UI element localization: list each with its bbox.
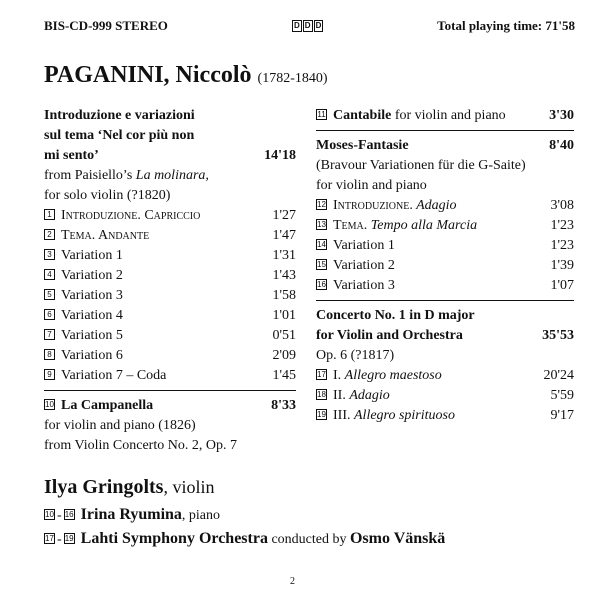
track-duration: 1'23	[550, 218, 574, 233]
right-column	[316, 106, 574, 426]
violinist-name: Ilya Gringolts	[44, 476, 164, 498]
track-number: 10	[45, 510, 54, 520]
track-label: Variation 2	[333, 258, 395, 273]
track-number: 5	[44, 289, 55, 300]
track-duration: 1'47	[272, 228, 296, 243]
track-tempo: Allegro spirituoso	[354, 408, 455, 423]
ddd-letter: D	[304, 21, 311, 30]
work-opus: Op. 6 (?1817)	[316, 348, 395, 363]
track-row	[316, 196, 574, 216]
track-label: Variation 5	[61, 328, 123, 343]
track-number: 18	[317, 390, 326, 400]
track-number: 15	[317, 260, 326, 270]
track-number: 17	[45, 534, 54, 544]
work-source-opera: La molinara,	[135, 168, 209, 183]
track-label: Tema.	[333, 218, 368, 233]
track-row	[44, 246, 296, 266]
work-source-text: from Paisiello’s	[44, 168, 136, 183]
track-number: 19	[64, 534, 74, 544]
track-label: Tema. Andante	[61, 228, 150, 243]
work-subtitle: (Bravour Variationen für die G-Saite)	[316, 158, 526, 173]
orchestra-name: Lahti Symphony Orchestra	[80, 530, 268, 547]
track-label: Variation 3	[61, 288, 123, 303]
track-number: 14	[317, 240, 326, 250]
track-number: 17	[317, 370, 326, 380]
work-title-line: Introduzione e variazioni	[44, 108, 195, 123]
track-row	[316, 216, 574, 236]
track-number: 16	[317, 280, 326, 290]
orchestra-credit: 17 - 19 Lahti Symphony Orchestra conducted by Osmo Vänskä	[45, 530, 446, 547]
track-label: Variation 2	[61, 268, 123, 283]
divider	[44, 390, 296, 391]
work-title-line	[316, 326, 574, 346]
track-number: 10	[45, 400, 54, 410]
track-duration: 1'43	[272, 268, 296, 283]
track-row	[44, 266, 296, 286]
movement-number: II.	[333, 388, 350, 403]
movement-number: I.	[333, 368, 345, 383]
work-source	[44, 166, 296, 186]
track-label: Variation 4	[61, 308, 123, 323]
page-number: 2	[290, 576, 295, 587]
work-scoring: for violin and piano	[316, 178, 427, 193]
track-label: Variation 6	[61, 348, 123, 363]
track-row	[44, 206, 296, 226]
track-label: Introduzione.	[333, 198, 413, 213]
pianist-credit: 10 - 16 Irina Ryumina, piano	[45, 506, 221, 523]
track-label: Variation 7 – Coda	[61, 368, 167, 383]
track-duration: 1'27	[272, 208, 296, 223]
ddd-letter: D	[315, 21, 322, 30]
track-duration: 0'51	[272, 328, 296, 343]
work-scoring: for violin and piano	[391, 108, 506, 123]
track-row	[316, 256, 574, 276]
work-title-line	[316, 106, 574, 126]
conducted-by: conducted by	[267, 532, 350, 547]
track-row	[44, 366, 296, 386]
track-number: 12	[317, 200, 326, 210]
track-number: 8	[44, 349, 55, 360]
track-label: Introduzione. Capriccio	[61, 208, 201, 223]
work-duration: 8'40	[549, 138, 574, 153]
track-row	[316, 276, 574, 296]
work-title-line: Concerto No. 1 in D major	[316, 308, 475, 323]
track-tempo: Allegro maestoso	[344, 368, 442, 383]
movement-number: III.	[333, 408, 354, 423]
work-duration: 14'18	[264, 148, 296, 163]
track-tempo: Tempo alla Marcia	[367, 218, 478, 233]
work-source: from Violin Concerto No. 2, Op. 7	[44, 438, 237, 453]
track-duration: 1'07	[550, 278, 574, 293]
violinist-credit	[44, 476, 214, 499]
track-label: Variation 1	[61, 248, 123, 263]
track-row	[316, 236, 574, 256]
ddd-letter: D	[294, 21, 300, 30]
track-row	[44, 286, 296, 306]
track-number: 4	[44, 269, 55, 280]
track-row	[44, 346, 296, 366]
track-label: Variation 1	[333, 238, 395, 253]
track-number: 19	[317, 410, 326, 420]
catalog-number: BIS-CD-999 STEREO	[44, 18, 168, 33]
track-duration: 1'58	[272, 288, 296, 303]
track-number: 11	[317, 110, 326, 120]
work-scoring: for solo violin (?1820)	[44, 188, 171, 203]
track-duration: 9'17	[550, 408, 574, 423]
track-tempo: Adagio	[349, 388, 390, 403]
work-title-line	[44, 396, 296, 416]
track-row	[316, 386, 574, 406]
track-number: 1	[44, 209, 55, 220]
track-duration: 2'09	[272, 348, 296, 363]
track-duration: 20'24	[543, 368, 574, 383]
track-number: 3	[44, 249, 55, 260]
work-title-line	[44, 146, 296, 166]
work-title-line-text: for Violin and Orchestra	[316, 328, 463, 343]
pianist-name: Irina Ryumina	[80, 506, 182, 523]
track-duration: 1'45	[272, 368, 296, 383]
work-title: Cantabile	[333, 108, 392, 123]
ddd-badge	[292, 20, 323, 32]
track-row	[44, 306, 296, 326]
track-row	[316, 366, 574, 386]
violinist-role: , violin	[163, 477, 215, 497]
track-number: 7	[44, 329, 55, 340]
track-number: 16	[64, 510, 74, 520]
work-title: Moses-Fantasie	[316, 138, 409, 153]
track-duration: 1'23	[550, 238, 574, 253]
track-number: 13	[317, 220, 326, 230]
track-duration: 1'31	[272, 248, 296, 263]
total-playing-time: Total playing time: 71'58	[437, 18, 575, 33]
track-number: 2	[44, 229, 55, 240]
composer-years: (1782-1840)	[257, 71, 328, 86]
track-row	[44, 326, 296, 346]
composer-heading	[44, 62, 328, 89]
track-row	[316, 406, 574, 426]
work-title: La Campanella	[61, 398, 154, 413]
track-duration: 3'08	[550, 198, 574, 213]
track-duration: 1'01	[272, 308, 296, 323]
pianist-role: , piano	[181, 508, 221, 523]
composer-name: PAGANINI, Niccolò	[44, 62, 252, 88]
track-number: 6	[44, 309, 55, 320]
track-duration: 5'59	[550, 388, 574, 403]
track-row	[44, 226, 296, 246]
work-title-line	[316, 136, 574, 156]
work-title-line: sul tema ‘Nel cor più non	[44, 128, 195, 143]
work-title-line-text: mi sento’	[44, 148, 99, 163]
work-duration: 35'53	[542, 328, 574, 343]
work-duration: 8'33	[271, 398, 296, 413]
track-duration: 1'39	[550, 258, 574, 273]
divider	[316, 130, 574, 131]
conductor-name: Osmo Vänskä	[349, 530, 446, 547]
track-tempo: Adagio	[412, 198, 457, 213]
work-duration: 3'30	[549, 108, 574, 123]
track-number: 9	[44, 369, 55, 380]
work-scoring: for violin and piano (1826)	[44, 418, 196, 433]
track-label: Variation 3	[333, 278, 395, 293]
left-column	[44, 106, 296, 456]
divider	[316, 300, 574, 301]
